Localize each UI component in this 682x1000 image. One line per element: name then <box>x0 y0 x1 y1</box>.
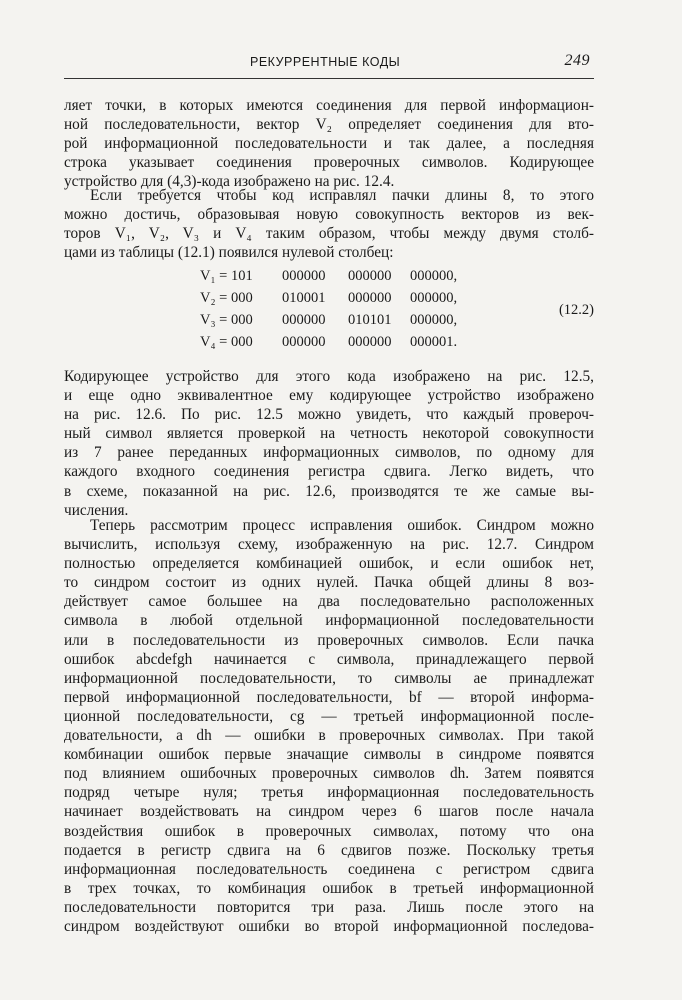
text-line: Если требуется чтобы код исправлял пачки длины 8, то этого <box>90 187 594 204</box>
equation-cell: 000000, <box>410 312 458 328</box>
text-line: комбинации ошибок первые значащие символы в синдроме появятся <box>64 746 594 764</box>
equation-cell: 000000, <box>410 290 458 306</box>
paragraph-1 <box>64 96 594 191</box>
text-line: то синдром состоит из одних нулей. Пачка общей длины 8 воз- <box>64 574 594 592</box>
equation-12-2 <box>200 268 594 360</box>
page-number: 249 <box>564 52 590 69</box>
text-line: ляет точки, в которых имеются соединения для первой информацион- <box>64 97 594 114</box>
equation-cell: 010101 <box>348 312 392 328</box>
text-line: ной последовательности, вектор V₂ определяет соединения для вто- <box>64 116 594 134</box>
equation-cell: 000000, <box>410 268 458 284</box>
text-line: цами из таблицы (12.1) появился нулевой столбец: <box>64 244 394 262</box>
text-line: ционной последовательности, cg — третьей информационной после- <box>64 707 594 725</box>
text-line: ный символ является проверкой на четность некоторой совокупности <box>64 425 594 443</box>
text-line: воздействия ошибок в проверочных символах, потому что она <box>64 822 594 840</box>
text-line: синдром воздействуют ошибки во второй информационной последова- <box>64 917 594 935</box>
text-line: ошибок abcdefgh начинается с символа, принадлежащего первой <box>64 650 594 668</box>
text-line: рой информационной последовательности и так далее, а последняя <box>64 135 594 153</box>
equation-row <box>200 290 500 312</box>
paragraph-3 <box>64 367 594 520</box>
header-rule <box>64 78 594 79</box>
text-line: вычислить, используя схему, изображенную на рис. 12.7. Синдром <box>64 536 594 554</box>
text-line: полностью определяется комбинацией ошибок, и если ошибок нет, <box>64 555 594 573</box>
equation-cell: 000000 <box>282 312 326 328</box>
paragraph-2 <box>64 186 594 262</box>
equation-number: (12.2) <box>558 302 594 318</box>
text-line: Теперь рассмотрим процесс исправления ошибок. Синдром можно <box>90 517 594 534</box>
text-line: устройство для (4,3)-кода изображено на рис. 12.4. <box>64 173 395 191</box>
equation-row <box>200 334 500 356</box>
text-line: начинает воздействовать на синдром через 6 шагов после начала <box>64 803 594 821</box>
running-title: РЕКУРРЕНТНЫЕ КОДЫ <box>250 55 401 69</box>
equation-cell: 000000 <box>282 334 326 350</box>
text-line: и еще одно эквивалентное ему кодирующее устройство изображено <box>64 387 594 405</box>
text-line: каждого входного соединения регистра сдвига. Легко видеть, что <box>64 463 594 481</box>
text-line: торов V₁, V₂, V₃ и V₄ таким образом, чтобы между двумя столб- <box>64 225 594 243</box>
text-line: действует самое большее на два последовательно расположенных <box>64 593 594 611</box>
equation-cell: 000000 <box>348 268 392 284</box>
text-line: в трех точках, то комбинация ошибок в третьей информационной <box>64 879 594 897</box>
text-line: первой информационной последовательности, bf — второй информа- <box>64 688 594 706</box>
equation-lhs: V₃ = 000 <box>200 312 253 328</box>
text-line: информационной последовательности, то символы ae принадлежат <box>64 669 594 687</box>
equation-lhs: V₄ = 000 <box>200 334 253 350</box>
equation-cell: 010001 <box>282 290 326 306</box>
text-line: можно достичь, образовывая новую совокупность векторов из век- <box>64 206 594 224</box>
paragraph-4 <box>64 516 594 936</box>
text-line: на рис. 12.6. По рис. 12.5 можно увидеть, что каждый провероч- <box>64 406 594 424</box>
text-line: в схеме, показанной на рис. 12.6, производятся те же самые вы- <box>64 482 594 500</box>
text-line: строка указывает соединения проверочных символов. Кодирующее <box>64 154 594 172</box>
text-line: подается в регистр сдвига на 6 сдвигов позже. Поскольку третья <box>64 841 594 859</box>
equation-row <box>200 268 500 290</box>
equation-row <box>200 312 500 334</box>
equation-cell: 000001. <box>410 334 458 350</box>
text-line: числения. <box>64 501 129 519</box>
text-line: информационная последовательность соединена с регистром сдвига <box>64 860 594 878</box>
equation-cell: 000000 <box>282 268 326 284</box>
text-line: символа в любой отдельной информационной последовательности <box>64 612 594 630</box>
text-line: Кодирующее устройство для этого кода изображено на рис. 12.5, <box>64 368 594 385</box>
text-line: под влиянием ошибочных проверочных символов dh. Затем появятся <box>64 765 594 783</box>
equation-cell: 000000 <box>348 290 392 306</box>
equation-lhs: V₂ = 000 <box>200 290 253 306</box>
text-line: довательности, а dh — ошибки в проверочных символах. При такой <box>64 727 594 745</box>
text-line: последовательности повторится три раза. Лишь после этого на <box>64 898 594 916</box>
equation-lhs: V₁ = 101 <box>200 268 253 284</box>
text-line: подряд четыре нуля; третья информационная последовательность <box>64 784 594 802</box>
equation-cell: 000000 <box>348 334 392 350</box>
text-line: или в последовательности из проверочных символов. Если пачка <box>64 631 594 649</box>
text-line: из 7 ранее переданных информационных символов, по одному для <box>64 444 594 462</box>
